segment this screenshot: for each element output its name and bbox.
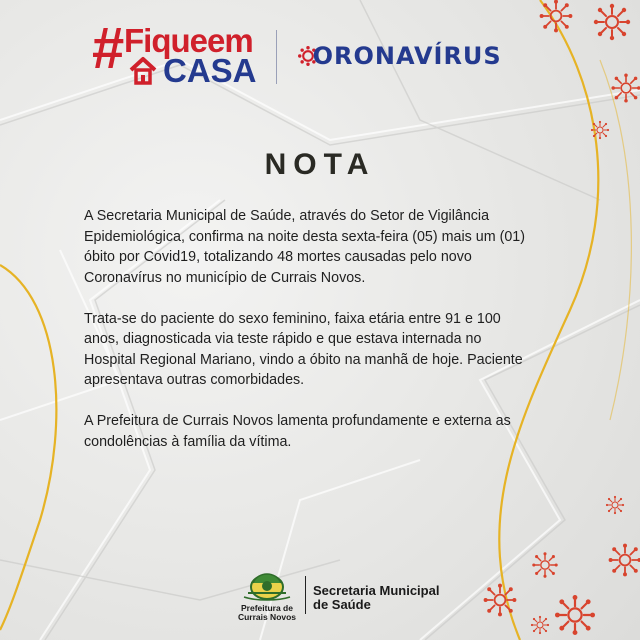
prefeitura-label — [236, 604, 298, 622]
paragraph-2: Trata-se do paciente do sexo feminino, faixa etária entre 91 e 100 anos, diagnosticada via teste rápido e que estava internada no Hospital Regional Mariano, vindo a óbito na manhã de hoje. Paciente apresentava outras comorbidades. — [84, 310, 523, 388]
secretaria-line2: de Saúde — [313, 597, 371, 612]
header-divider — [276, 30, 277, 84]
secretaria-label — [313, 584, 463, 612]
house-icon — [128, 56, 158, 86]
prefeitura-line1: Prefeitura de — [241, 603, 293, 613]
page-title: NOTA — [264, 148, 376, 181]
campaign-label-rest: ORONAVÍRUS — [312, 42, 502, 70]
prefeitura-emblem-icon — [236, 567, 298, 603]
paragraph-1: A Secretaria Municipal de Saúde, através do Setor de Vigilância Epidemiológica, confirma na noite desta sexta-feira (05) mais um (01) óbito por Covid19, totalizando 48 mortes causadas pelo novo Coronavírus no município de Currais Novos. — [84, 208, 526, 286]
note-body — [84, 206, 534, 473]
footer-divider — [305, 576, 306, 614]
hashtag-line2: CASA — [163, 52, 257, 89]
hashtag-symbol: # — [92, 16, 125, 81]
hashtag-line1: Fiqueem — [124, 22, 253, 59]
campaign-label — [294, 41, 502, 71]
prefeitura-line2: Currais Novos — [237, 612, 297, 622]
secretaria-line1: Secretaria Municipal — [313, 583, 440, 598]
paragraph-3: A Prefeitura de Currais Novos lamenta profundamente e externa as condolências à família da vítima. — [84, 413, 511, 450]
